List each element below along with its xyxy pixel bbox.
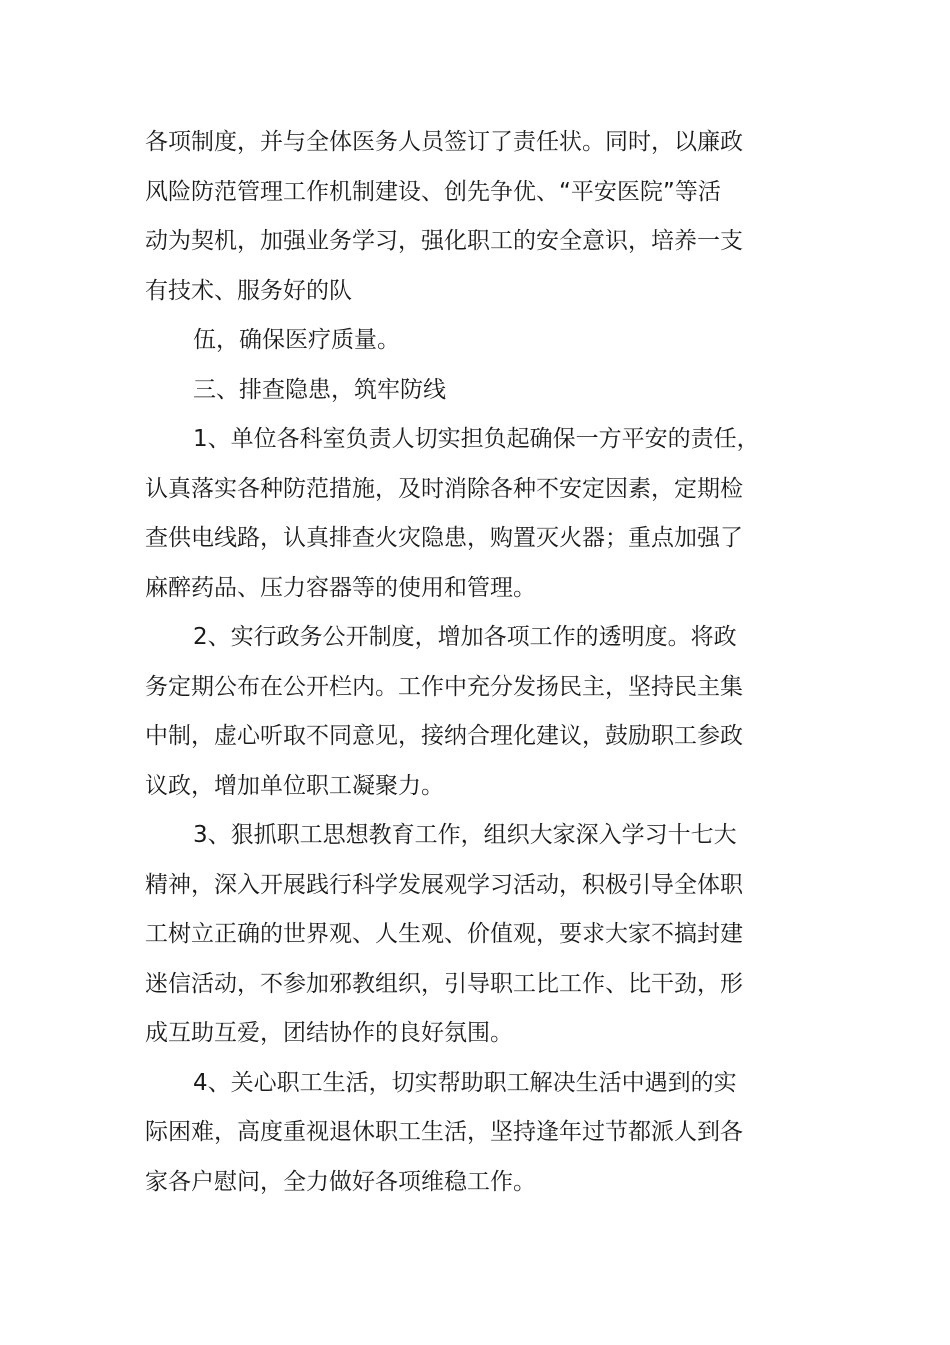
paragraph-line: 际困难，高度重视退休职工生活，坚持逢年过节都派人到各 xyxy=(145,1119,743,1145)
paragraph-line: 3、狠抓职工思想教育工作，组织大家深入学习十七大 xyxy=(193,822,737,848)
paragraph-line: 精神，深入开展践行科学发展观学习活动，积极引导全体职 xyxy=(145,871,743,898)
paragraph-line: 1、单位各科室负责人切实担负起确保一方平安的责任， xyxy=(193,426,760,452)
paragraph-line: 务定期公布在公开栏内。工作中充分发扬民主，坚持民主集 xyxy=(145,673,743,700)
paragraph-line: 家各户慰问，全力做好各项维稳工作。 xyxy=(145,1168,536,1195)
paragraph-line: 4、关心职工生活，切实帮助职工解决生活中遇到的实 xyxy=(193,1069,737,1096)
paragraph-line: 工树立正确的世界观、人生观、价值观，要求大家不搞封建 xyxy=(145,921,743,947)
paragraph-line: 查供电线路，认真排查火灾隐患，购置灭火器；重点加强了 xyxy=(145,525,743,551)
paragraph-line: 动为契机，加强业务学习，强化职工的安全意识，培养一支 xyxy=(145,228,743,254)
paragraph-line: 伍，确保医疗质量。 xyxy=(193,327,400,353)
paragraph-line: 迷信活动，不参加邪教组织，引导职工比工作、比干劲，形 xyxy=(145,970,743,997)
paragraph-line: 2、实行政务公开制度，增加各项工作的透明度。将政 xyxy=(193,624,737,650)
paragraph-line: 麻醉药品、压力容器等的使用和管理。 xyxy=(145,574,536,601)
paragraph-line: 各项制度，并与全体医务人员签订了责任状。同时，以廉政 xyxy=(145,129,743,155)
document-body xyxy=(145,118,760,1207)
paragraph-line: 中制，虚心听取不同意见，接纳合理化建议，鼓励职工参政 xyxy=(145,723,743,749)
section-heading: 三、排查隐患，筑牢防线 xyxy=(193,376,446,403)
paragraph-line: 成互助互爱，团结协作的良好氛围。 xyxy=(145,1020,513,1046)
paragraph-line: 认真落实各种防范措施，及时消除各种不安定因素，定期检 xyxy=(145,475,743,502)
paragraph-line: 议政，增加单位职工凝聚力。 xyxy=(145,772,444,799)
paragraph-line: 有技术、服务好的队 xyxy=(145,277,352,304)
paragraph-line: 风险防范管理工作机制建设、创先争优、“平安医院”等活 xyxy=(145,178,721,205)
